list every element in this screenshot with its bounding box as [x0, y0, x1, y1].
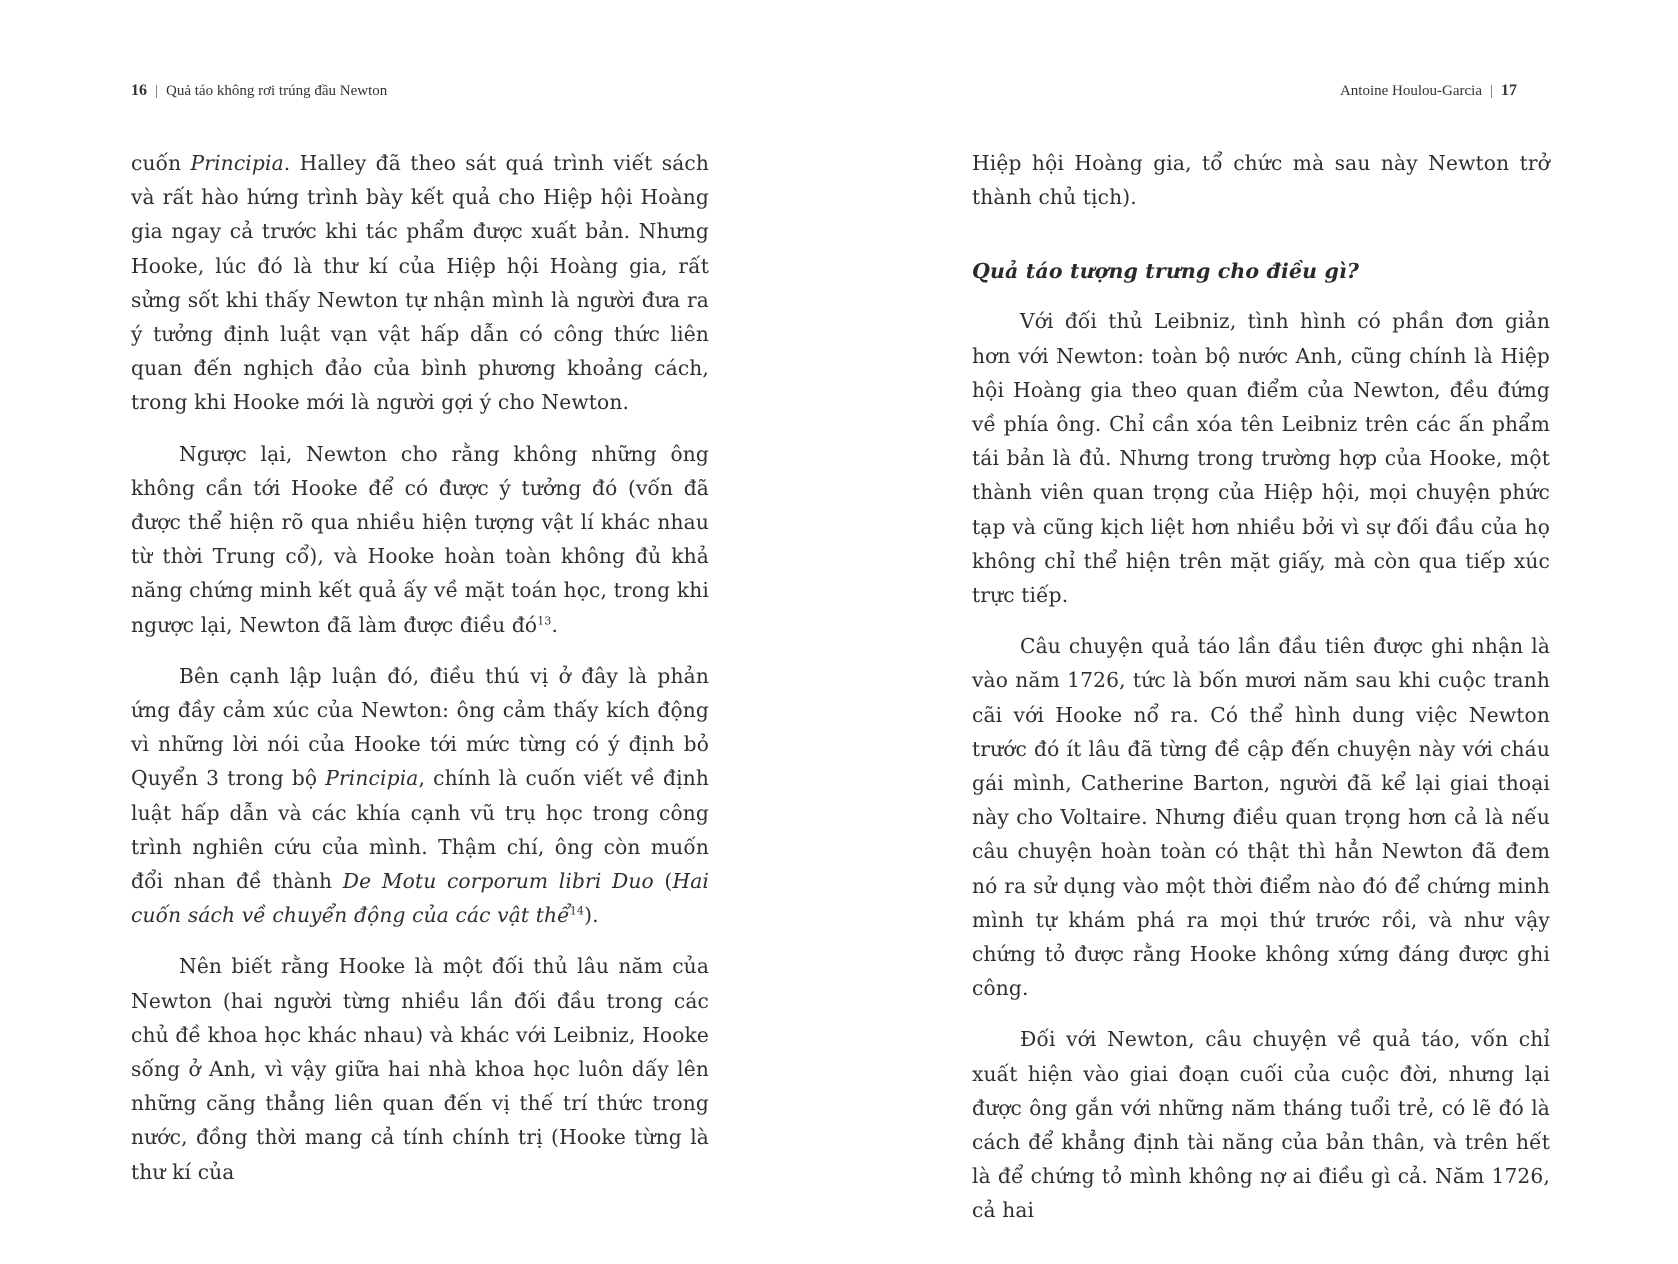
- paragraph: [131, 659, 709, 933]
- right-body-text: [972, 146, 1550, 1245]
- section-heading: Quả táo tượng trưng cho điều gì?: [972, 259, 1360, 284]
- page-number: 16: [131, 82, 147, 99]
- italic-title: Principia: [325, 766, 419, 791]
- paragraph: Hiệp hội Hoàng gia, tổ chức mà sau này Newton trở thành chủ tịch).: [972, 151, 1550, 210]
- text-run: , chính là cuốn viết về định luật hấp dẫn và các khía cạnh vũ trụ học trong công trình nghiên cứu của mình. Thậm chí, ông còn muốn đổi nhan đề thành: [131, 766, 709, 894]
- author-name: Antoine Houlou-Garcia: [1339, 83, 1482, 99]
- header-separator: |: [155, 83, 159, 99]
- paragraph: [131, 437, 709, 642]
- paragraph: Nên biết rằng Hooke là một đối thủ lâu năm của Newton (hai người từng nhiều lần đối đầu trong các chủ đề khoa học khác nhau) và khác với Leibniz, Hooke sống ở Anh, vì vậy giữa hai nhà khoa học luôn dấy lên những căng thẳng liên quan đến vị thế trí thức trong nước, đồng thời mang cả tính chính trị (Hooke từng là thư kí của: [131, 954, 709, 1184]
- text-run: Bên cạnh lập luận đó, điều thú vị ở đây là phản ứng đầy cảm xúc của Newton: ông cảm thấy kích động vì những lời nói của Hooke tới mức từng có ý định bỏ Quyển 3 trong bộ: [131, 663, 709, 791]
- header-separator: |: [1489, 83, 1493, 99]
- text-run: cuốn: [131, 151, 191, 175]
- paragraph: Câu chuyện quả táo lần đầu tiên được ghi nhận là vào năm 1726, tức là bốn mươi năm sau khi cuộc tranh cãi với Hooke nổ ra. Có thể hình dung việc Newton trước đó ít lâu đã từng đề cập đến chuyện này với cháu gái mình, Catherine Barton, người đã kể lại giai thoại này cho Voltaire. Nhưng điều quan trọng hơn cả là nếu câu chuyện hoàn toàn có thật thì hẳn Newton đã đem nó ra sử dụng vào một thời điểm nào đó để chứng minh mình tự khám phá ra mọi thứ trước rồi, và như vậy chứng tỏ được rằng Hooke không xứng đáng được ghi công.: [972, 634, 1550, 1001]
- italic-title: De Motu corporum libri Duo: [342, 869, 654, 894]
- italic-title: Hai cuốn sách về chuyển động của các vật thể: [131, 869, 710, 928]
- text-run: (: [653, 869, 673, 894]
- left-running-header: [131, 82, 387, 100]
- paragraph: Đối với Newton, câu chuyện về quả táo, vốn chỉ xuất hiện vào giai đoạn cuối của cuộc đời, nhưng lại được ông gắn với những năm tháng tuổi trẻ, có lẽ đó là cách để khẳng định tài năng của bản thân, và trên hết là để chứng tỏ mình không nợ ai điều gì cả. Năm 1726, cả hai: [972, 1027, 1550, 1223]
- paragraph: Với đối thủ Leibniz, tình hình có phần đơn giản hơn với Newton: toàn bộ nước Anh, cũng chính là Hiệp hội Hoàng gia theo quan điểm của Newton, đều đứng về phía ông. Chỉ cần xóa tên Leibniz trên các ấn phẩm tái bản là đủ. Nhưng trong trường hợp của Hooke, một thành viên quan trọng của Hiệp hội, mọi chuyện phức tạp và cũng kịch liệt hơn nhiều bởi vì sự đối đầu của họ không chỉ thể hiện trên mặt giấy, mà còn qua tiếp xúc trực tiếp.: [972, 309, 1550, 608]
- right-page: [839, 0, 1678, 1264]
- paragraph: [131, 146, 709, 420]
- footnote-ref: 13: [537, 613, 552, 627]
- text-run: .: [551, 612, 559, 637]
- page-number: 17: [1501, 82, 1517, 99]
- left-body-text: [131, 146, 709, 1206]
- text-run: . Halley đã theo sát quá trình viết sách và rất hào hứng trình bày kết quả cho Hiệp hội Hoàng gia ngay cả trước khi tác phẩm được xuất bản. Nhưng Hooke, lúc đó là thư kí của Hiệp hội Hoàng gia, rất sửng sốt khi thấy Newton tự nhận mình là người đưa ra ý tưởng định luật vạn vật hấp dẫn có công thức liên quan đến nghịch đảo của bình phương khoảng cách, trong khi Hooke mới là người gợi ý cho Newton.: [131, 151, 709, 415]
- text-run: Ngược lại, Newton cho rằng không những ông không cần tới Hooke để có được ý tưởng đó (vốn đã được thể hiện rõ qua nhiều hiện tượng vật lí khác nhau từ thời Trung cổ), và Hooke hoàn toàn không đủ khả năng chứng minh kết quả ấy về mặt toán học, trong khi ngược lại, Newton đã làm được điều đó: [131, 441, 709, 637]
- text-run: ).: [584, 903, 599, 928]
- right-running-header: [1340, 82, 1517, 100]
- footnote-ref: 14: [569, 904, 585, 918]
- running-title: Quả táo không rơi trúng đầu Newton: [166, 83, 388, 99]
- italic-title: Principia: [190, 151, 284, 175]
